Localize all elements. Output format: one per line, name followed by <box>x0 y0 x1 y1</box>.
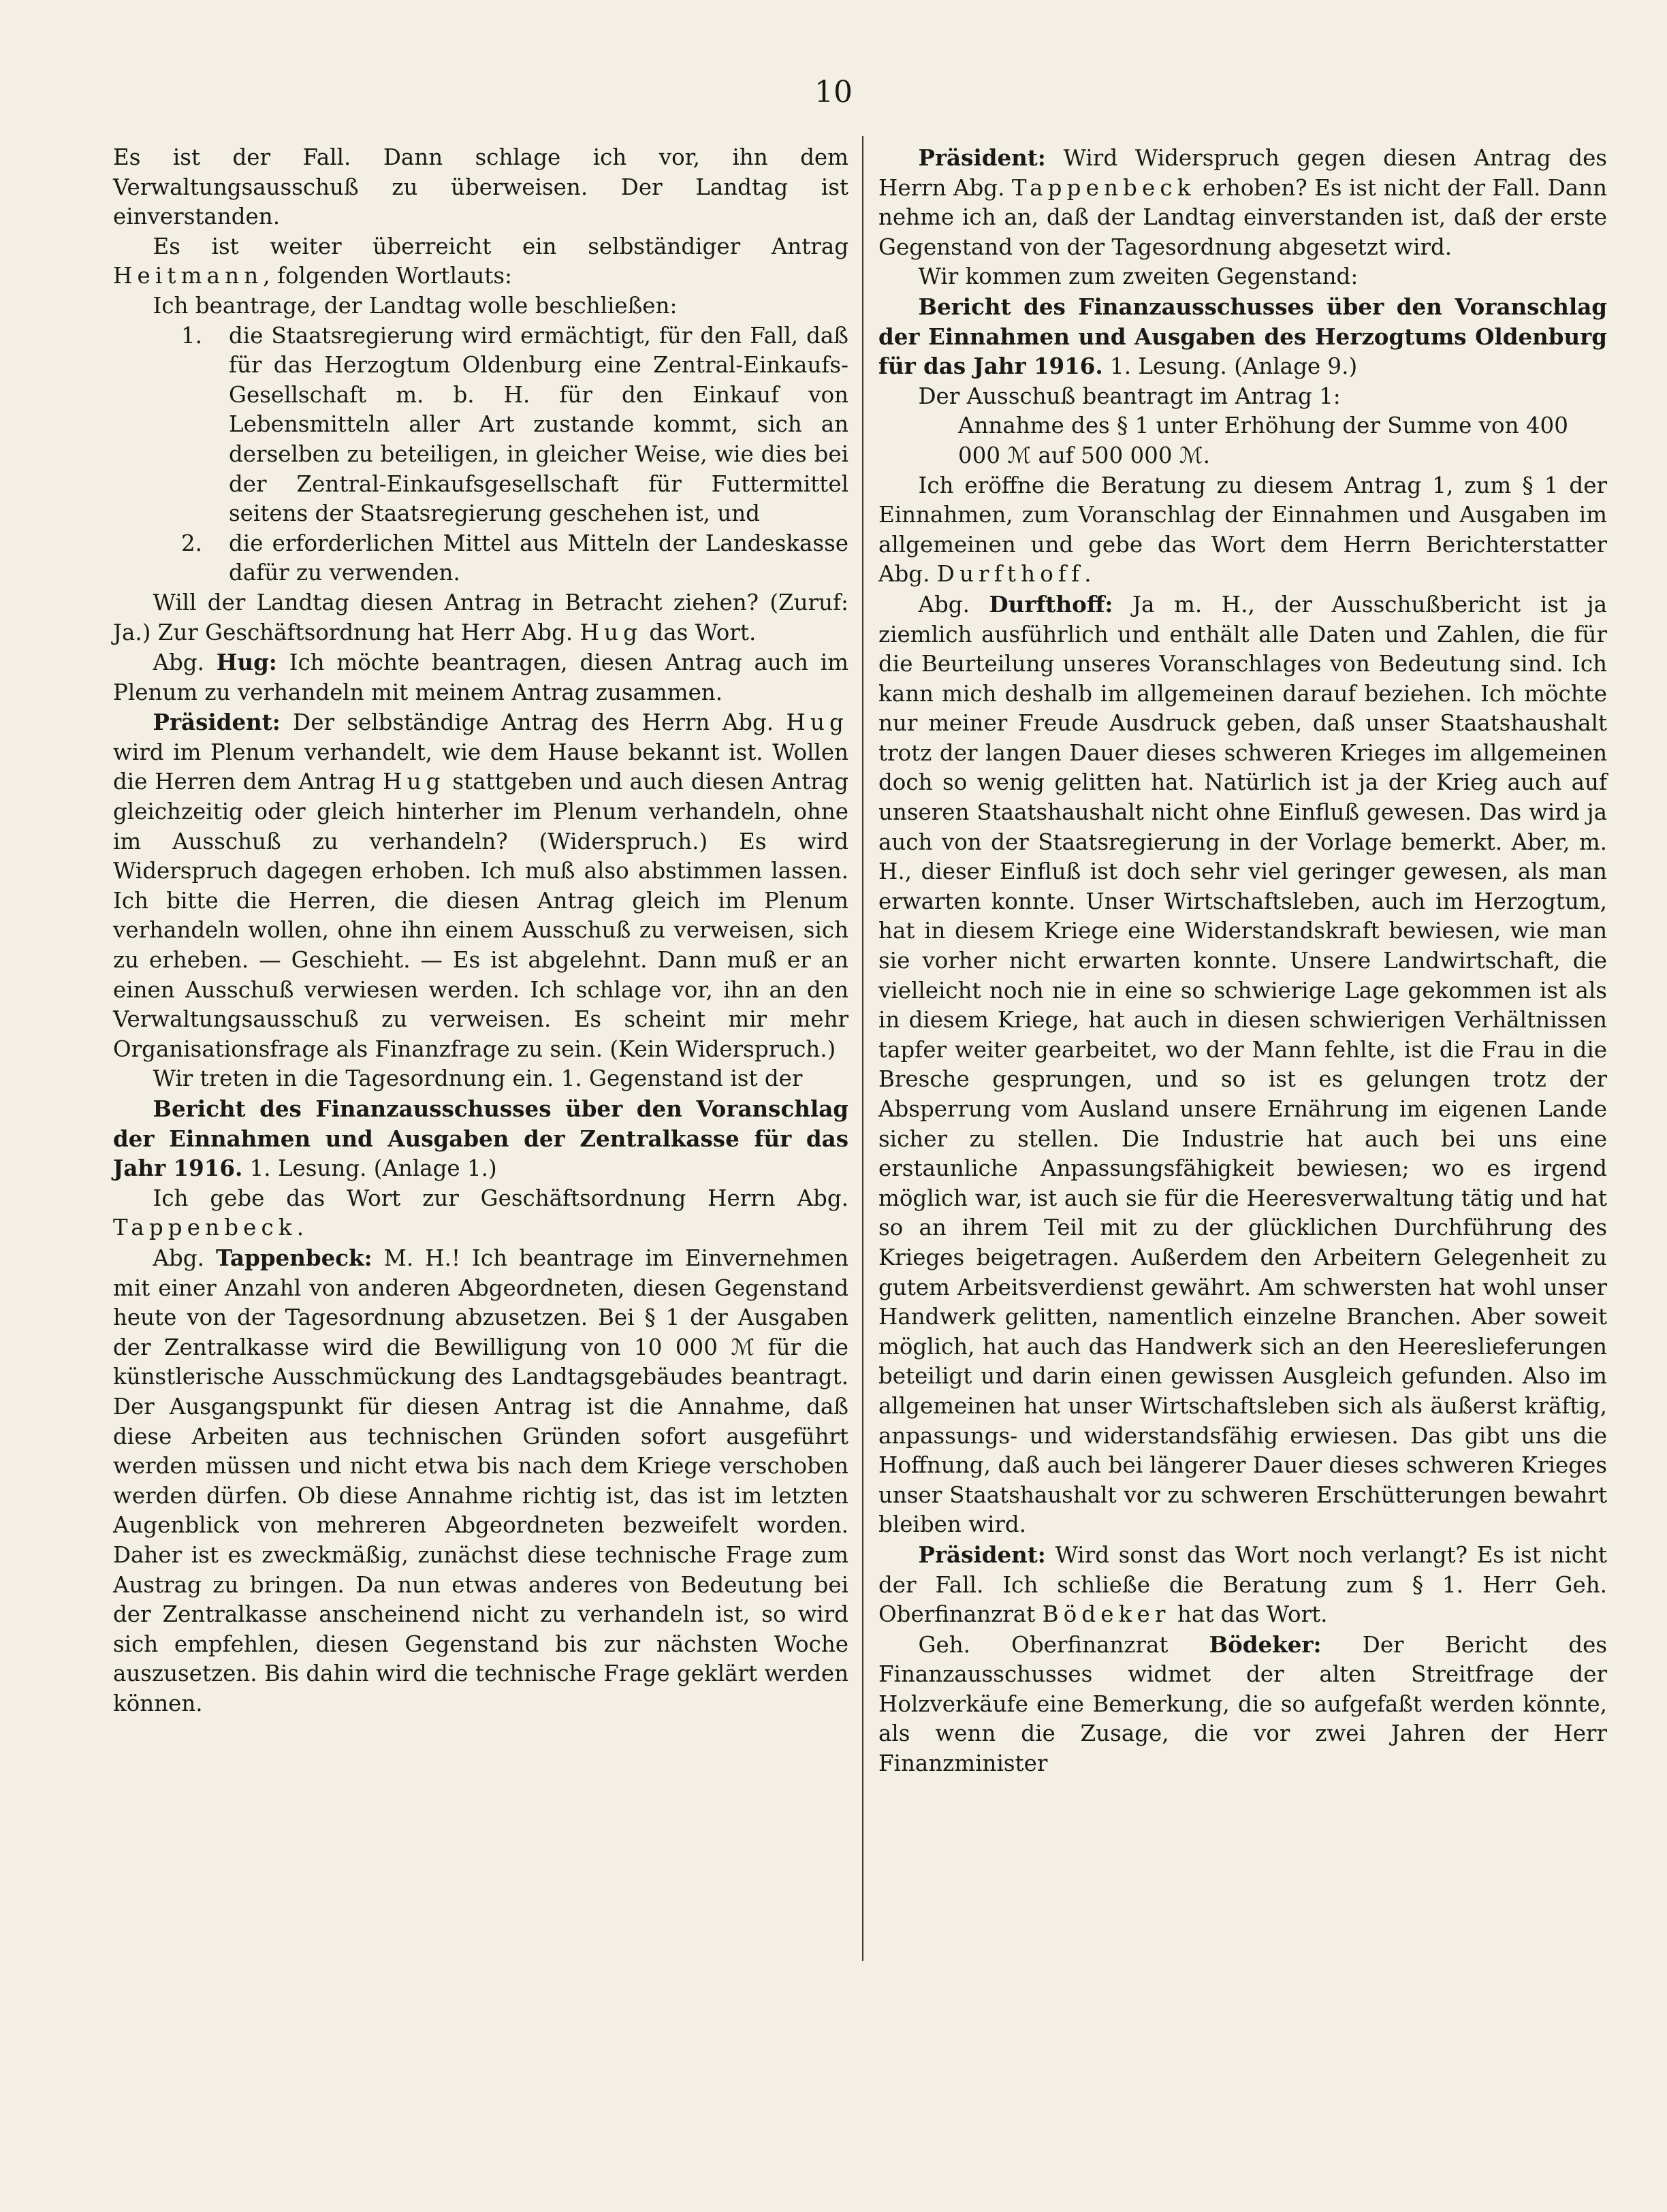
paragraph: Es ist weiter überreicht ein selbständiger Antrag Heitmann, folgenden Wortlauts: <box>113 233 848 289</box>
speaker-name: Durfthoff: <box>989 590 1113 618</box>
column-divider <box>862 136 863 1961</box>
paragraph: Wir kommen zum zweiten Gegenstand: <box>918 263 1359 290</box>
speaker-name: Tappenbeck: <box>215 1244 372 1271</box>
speaker-name: Präsident: <box>918 144 1046 171</box>
paragraph: Abg. Tappenbeck: M. H.! Ich beantrage im Einvernehmen mit einer Anzahl von anderen Abgeordneten, diesen Gegenstand heute von der Tagesordnung abzusetzen. Bei § 1 der Ausgaben der Zentralkasse wird die Bewilligung von 10 000 ℳ für die künstlerische Ausschmückung des Landtagsgebäudes beantragt. Der Ausgangspunkt für diesen Antrag ist die Annahme, daß diese Arbeiten aus technischen Gründen sofort ausgeführt werden müssen und nicht etwa bis nach dem Kriege verschoben werden dürfen. Ob diese Annahme richtig ist, das ist im letzten Augenblick von mehreren Abgeordneten bezweifelt worden. Daher ist es zweckmäßig, zunächst diese technische Frage zum Austrag zu bringen. Da nun etwas anderes von Bedeutung bei der Zentralkasse anscheinend nicht zu verhandeln ist, so wird sich empfehlen, diesen Gegenstand bis zur nächsten Woche auszusetzen. Bis dahin wird die technische Frage geklärt werden können. <box>113 1244 849 1716</box>
motion-text: Annahme des § 1 unter Erhöhung der Summe von 400 000 ℳ auf 500 000 ℳ. <box>958 413 1568 468</box>
person-name: Bödeker <box>1042 1601 1171 1628</box>
person-name: Durfthoff <box>936 561 1085 588</box>
paragraph: Präsident: Der selbständige Antrag des Herrn Abg. Hug wird im Plenum verhandelt, wie dem Hause bekannt ist. Wollen die Herren dem Antrag Hug stattgeben und auch diesen Antrag gleichzeitig oder gleich hinterher im Plenum verhandeln, ohne im Ausschuß zu verhandeln? (Widerspruch.) Es wird Widerspruch dagegen erhoben. Ich muß also abstimmen lassen. Ich bitte die Herren, die diesen Antrag gleich im Plenum verhandeln wollen, ohne ihn einem Ausschuß zu verweisen, sich zu erheben. — Geschieht. — Es ist abgelehnt. Dann muß er an einen Ausschuß verwiesen werden. Ich schlage vor, ihn an den Verwaltungsausschuß zu verweisen. Es scheint mir mehr Organisationsfrage als Finanzfrage zu sein. (Kein Widerspruch.) <box>113 709 848 1062</box>
paragraph: Geh. Oberfinanzrat Bödeker: Der Bericht des Finanzausschusses widmet der alten Streitfrage der Holzverkäufe eine Bemerkung, die so aufgefaßt werden könnte, als wenn die Zusage, die vor zwei Jahren der Herr Finanzminister <box>878 1631 1607 1777</box>
paragraph: Ich beantrage, der Landtag wolle beschließen: <box>153 292 678 319</box>
paragraph: Präsident: Wird Widerspruch gegen diesen Antrag des Herrn Abg. Tappenbeck erhoben? Es ist nicht der Fall. Dann nehme ich an, daß der Landtag einverstanden ist, daß der erste Gegenstand von der Tagesordnung abgesetzt wird. <box>878 144 1607 260</box>
agenda-item-title: Bericht des Finanzausschusses über den Voranschlag der Einnahmen und Ausgaben des Herzogtums Oldenburg für das Jahr 1916. 1. Lesung. (Anlage 9.) <box>878 293 1607 380</box>
paragraph: Präsident: Wird sonst das Wort noch verlangt? Es ist nicht der Fall. Ich schließe die Beratung zum § 1. Herr Geh. Oberfinanzrat Bödeker hat das Wort. <box>878 1541 1607 1628</box>
paragraph: Es ist der Fall. Dann schlage ich vor, ihn dem Verwaltungsausschuß zu überweisen. Der Landtag ist einverstanden. <box>113 144 848 230</box>
paragraph: Will der Landtag diesen Antrag in Betracht ziehen? (Zuruf: Ja.) Zur Geschäftsordnung hat Herr Abg. Hug das Wort. <box>113 589 848 645</box>
paragraph: Wir treten in die Tagesordnung ein. 1. Gegenstand ist der <box>153 1065 803 1092</box>
paragraph: Abg. Durfthoff: Ja m. H., der Ausschußbericht ist ja ziemlich ausführlich und enthält alle Daten und Zahlen, die für die Beurteilung unseres Voranschlages von Bedeutung sind. Ich kann mich deshalb im allgemeinen darauf beziehen. Ich möchte nur meiner Freude Ausdruck geben, daß unser Staatshaushalt trotz der langen Dauer dieses schweren Krieges im allgemeinen doch so wenig gelitten hat. Natürlich ist ja der Krieg auch auf unseren Staatshaushalt nicht ohne Einfluß gewesen. Das wird ja auch von der Staatsregierung in der Vorlage bemerkt. Aber, m. H., dieser Einfluß ist doch sehr viel geringer gewesen, als man erwarten konnte. Unser Wirtschaftsleben, auch im Herzogtum, hat in diesem Kriege eine Widerstandskraft bewiesen, wie man sie vorher nicht erwarten konnte. Unsere Landwirtschaft, die vielleicht noch nie in eine so schwierige Lage gekommen ist als in diesem Kriege, hat auch in diesen schwierigen Verhältnissen tapfer weiter gearbeitet, wo der Mann fehlte, ist die Frau in die Bresche gesprungen, und so ist es gelungen trotz der Absperrung vom Ausland unsere Ernährung im eigenen Lande sicher zu stellen. Die Industrie hat auch bei uns eine erstaunliche Anpassungsfähigkeit bewiesen; wo es irgend möglich war, ist auch sie für die Heeresverwaltung tätig und hat so an ihrem Teil mit zu der glücklichen Durchführung des Krieges beigetragen. Außerdem den Arbeitern Gelegenheit zu gutem Arbeitsverdienst gewährt. Am schwersten hat wohl unser Handwerk gelitten, namentlich einzelne Branchen. Aber soweit möglich, hat auch das Handwerk sich an den Heereslieferungen beteiligt und darin einen gewissen Ausgleich gefunden. Also im allgemeinen hat unser Wirtschaftsleben sich als äußerst kräftig, anpassungs- und widerstandsfähig erwiesen. Das gibt uns die Hoffnung, daß auch bei längerer Dauer dieses schweren Krieges unser Staatshaushalt vor zu schweren Erschütterungen bewahrt bleiben wird. <box>878 590 1607 1538</box>
paragraph: Abg. Hug: Ich möchte beantragen, diesen Antrag auch im Plenum zu verhandeln mit meinem Antrag zusammen. <box>113 649 848 705</box>
speaker-name: Bödeker: <box>1209 1631 1322 1658</box>
agenda-item-title: Bericht des Finanzausschusses über den Voranschlag der Einnahmen und Ausgaben der Zentralkasse für das Jahr 1916. 1. Lesung. (Anlage 1.) <box>113 1095 848 1182</box>
paragraph: Ich eröffne die Beratung zu diesem Antrag 1, zum § 1 der Einnahmen, zum Voranschlag der Einnahmen und Ausgaben im allgemeinen und gebe das Wort dem Herrn Berichterstatter Abg. Durfthoff. <box>878 472 1607 588</box>
person-name: Heitmann <box>113 263 264 289</box>
right-column <box>878 143 1607 1779</box>
speaker-name: Präsident: <box>918 1541 1046 1568</box>
motion-list <box>181 321 848 588</box>
person-name: Hug <box>580 619 643 645</box>
speaker-name: Präsident: <box>153 709 281 736</box>
person-name: Tappenbeck <box>1011 174 1196 201</box>
person-name: Hug <box>786 709 848 736</box>
person-name: Tappenbeck <box>113 1215 297 1241</box>
speaker-name: Hug: <box>216 649 277 676</box>
person-name: Hug <box>383 769 445 795</box>
page-number: 10 <box>814 75 853 110</box>
paragraph: Der Ausschuß beantragt im Antrag 1: <box>918 383 1341 409</box>
list-item: 1. die Staatsregierung wird ermächtigt, für den Fall, daß für das Herzogtum Oldenburg eine Zentral-Einkaufs-Gesellschaft m. b. H. für den Einkauf von Lebensmitteln aller Art zustande kommt, sich an derselben zu beteiligen, in gleicher Weise, wie dies bei der Zentral-Einkaufsgesellschaft für Futtermittel seitens der Staatsregierung geschehen ist, und <box>181 322 848 527</box>
paragraph: Ich gebe das Wort zur Geschäftsordnung Herrn Abg. Tappenbeck. <box>113 1185 848 1241</box>
list-item: 2. die erforderlichen Mittel aus Mitteln der Landeskasse dafür zu verwenden. <box>181 530 848 586</box>
left-column <box>113 143 848 1718</box>
